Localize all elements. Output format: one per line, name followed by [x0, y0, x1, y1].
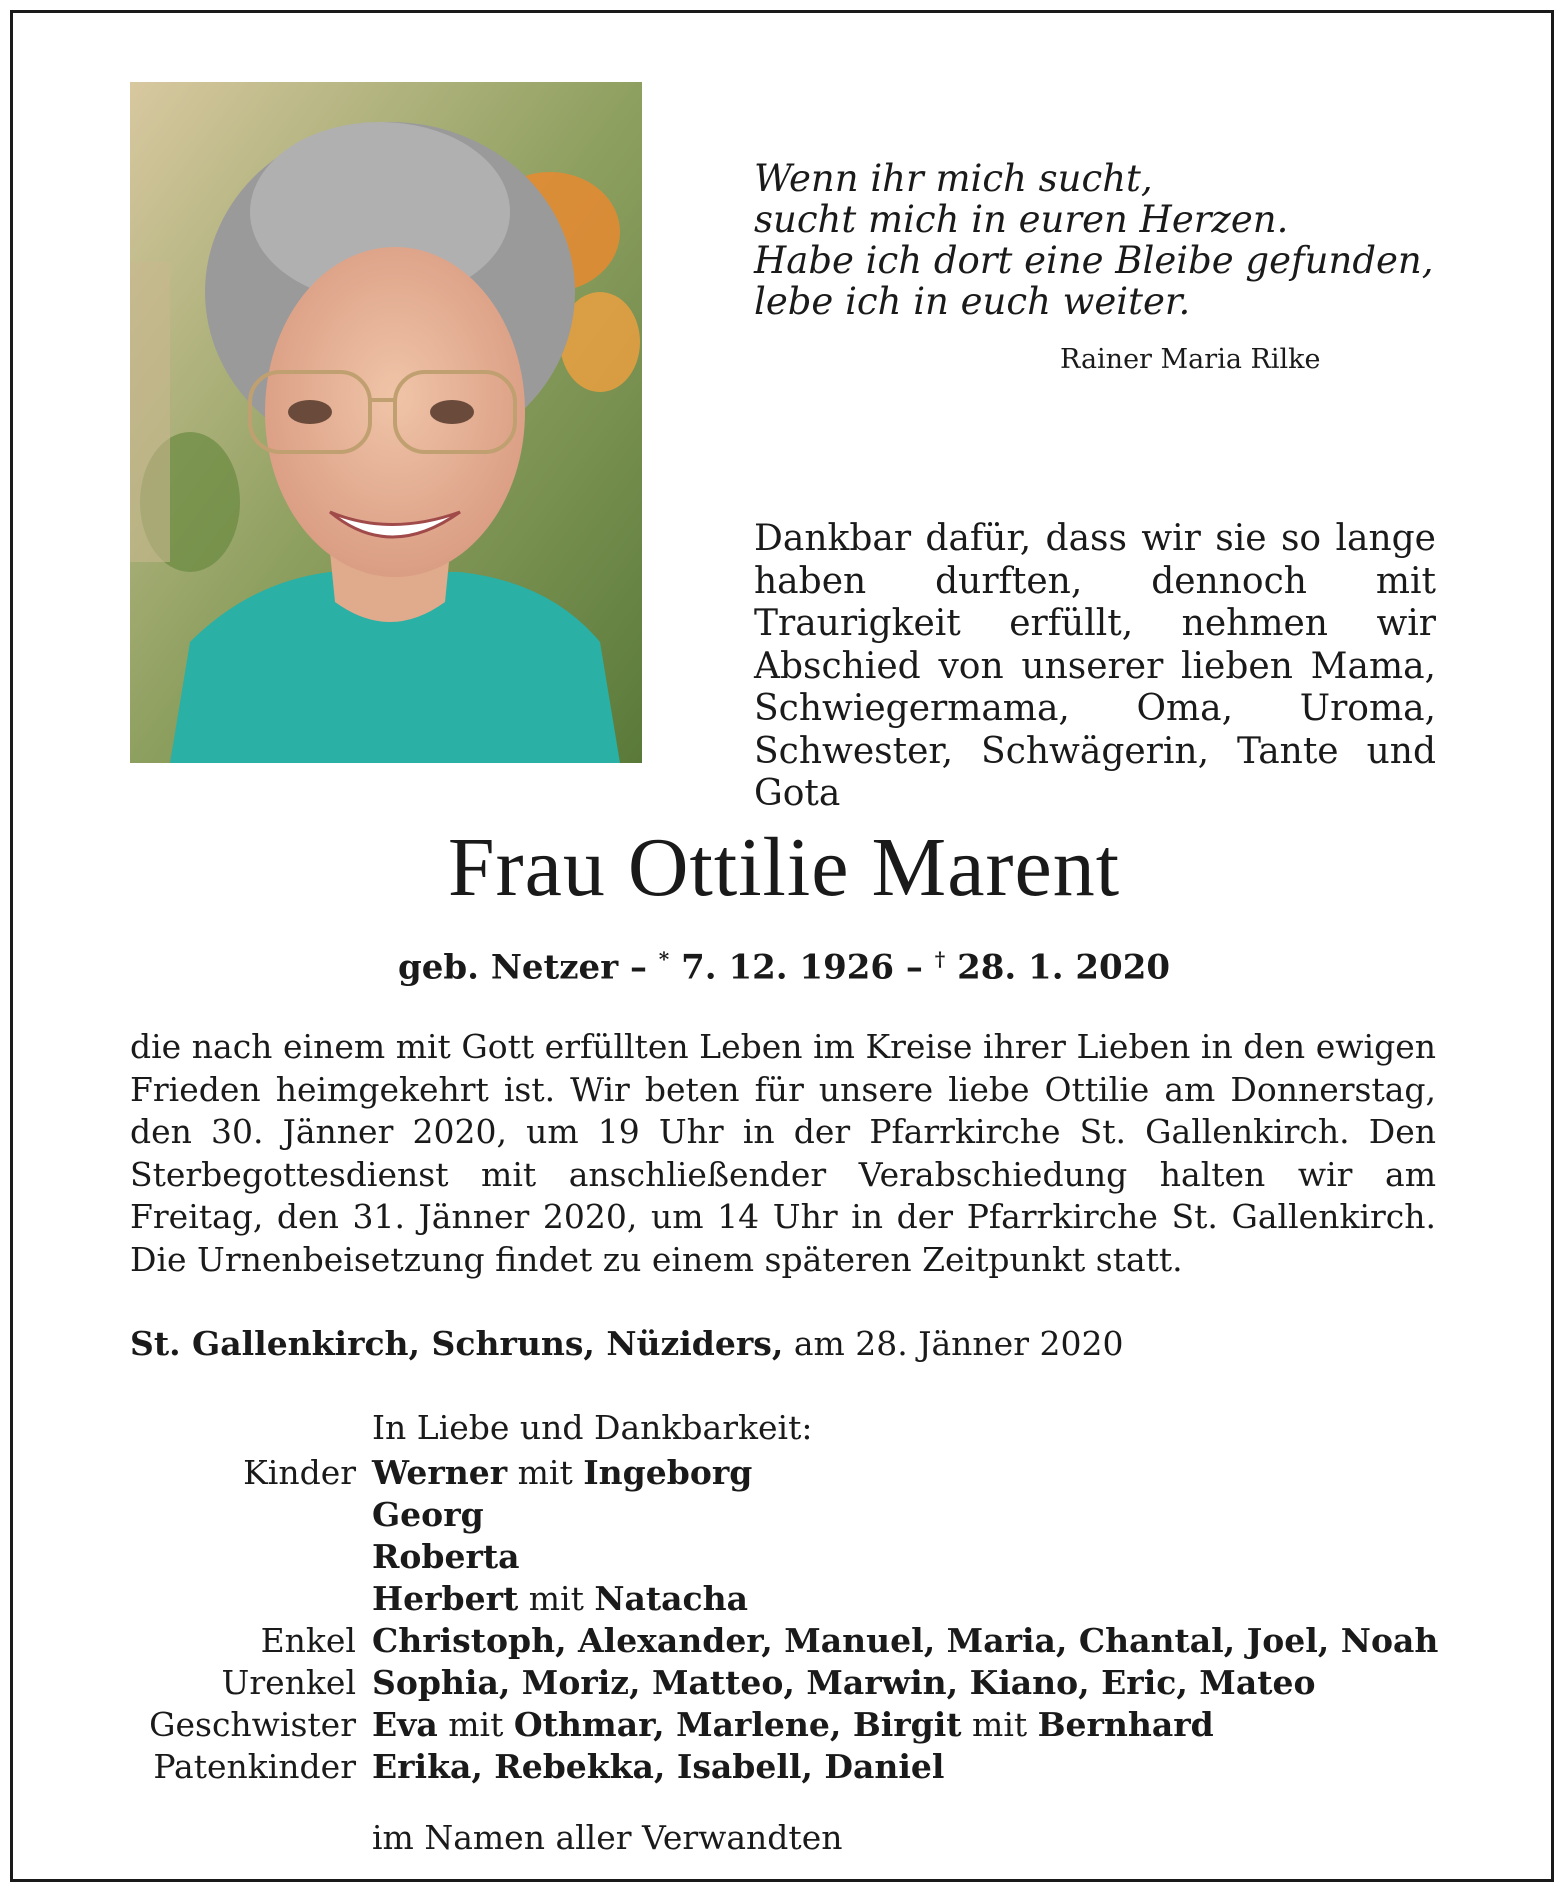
- family-list: [130, 1452, 1450, 1788]
- body-text: die nach einem mit Gott erfüllten Leben im Kreise ihrer Lieben in den ewigen Frieden heimgekehrt ist. Wir beten für unsere liebe Ottilie am Donnerstag, den 30. Jänner 2020, um 19 Uhr in der Pfarrkirche St. Gallenkirch. Den Sterbegottesdienst mit anschließender Verabschiedung halten wir am Freitag, den 31. Jänner 2020, um 14 Uhr in der Pfarrkirche St. Gallenkirch. Die Urnenbeisetzung findet zu einem späteren Zeitpunkt statt.: [130, 1027, 1436, 1279]
- intro-text: Dankbar dafür, dass wir sie so lange haben durften, dennoch mit Traurigkeit erfüllt, nehmen wir Abschied von unserer lieben Mama, Schwiegermama, Oma, Uroma, Schwester, Schwägerin, Tante und Gota: [754, 518, 1436, 814]
- family-name: Othmar, Marlene, Birgit: [513, 1705, 962, 1744]
- list-item: [130, 1662, 1450, 1704]
- list-item: [130, 1620, 1450, 1662]
- deceased-name: Frau Ottilie Marent: [447, 821, 1121, 914]
- relation-label: Kinder: [243, 1453, 356, 1492]
- death-date: 28. 1. 2020: [957, 947, 1171, 988]
- quote-line: Wenn ihr mich sucht,: [754, 157, 1153, 200]
- list-item: [130, 1578, 1450, 1620]
- connector: mit: [528, 1579, 584, 1618]
- relation-label: Enkel: [260, 1621, 356, 1660]
- family-name: Christoph, Alexander, Manuel, Maria, Chantal, Joel, Noah: [372, 1621, 1439, 1660]
- family-name: Sophia, Moriz, Matteo, Marwin, Kiano, Eric, Mateo: [372, 1663, 1316, 1702]
- family-name: Natacha: [594, 1579, 749, 1618]
- birth-date: 7. 12. 1926: [681, 947, 895, 988]
- connector: mit: [448, 1705, 504, 1744]
- connector: mit: [972, 1705, 1028, 1744]
- relation-label: Geschwister: [149, 1705, 356, 1744]
- family-name: Eva: [372, 1705, 438, 1744]
- list-item: [130, 1746, 1450, 1788]
- list-item: [130, 1494, 1450, 1536]
- quote-line: Habe ich dort eine Bleibe gefunden,: [754, 239, 1434, 282]
- family-name: Bernhard: [1037, 1705, 1214, 1744]
- place-date-line: [130, 1324, 1123, 1363]
- quote-line: lebe ich in euch weiter.: [754, 280, 1191, 323]
- poem-quote: [754, 157, 1434, 323]
- towns: St. Gallenkirch, Schruns, Nüziders,: [130, 1324, 784, 1363]
- connector: mit: [517, 1453, 573, 1492]
- family-name: Herbert: [372, 1579, 519, 1618]
- family-name: Erika, Rebekka, Isabell, Daniel: [372, 1747, 945, 1786]
- relation-label: Patenkinder: [153, 1747, 356, 1786]
- place-date: am 28. Jänner 2020: [793, 1324, 1124, 1363]
- death-symbol: †: [934, 947, 946, 971]
- closing-line: im Namen aller Verwandten: [372, 1818, 843, 1857]
- family-name: Ingeborg: [583, 1453, 753, 1492]
- list-item: [130, 1452, 1450, 1494]
- relation-label: Urenkel: [221, 1663, 356, 1702]
- life-dates: geb. Netzer – * 7. 12. 1926 – † 28. 1. 2020: [397, 947, 1171, 988]
- family-name: Werner: [372, 1453, 508, 1492]
- quote-line: sucht mich in euren Herzen.: [754, 198, 1289, 241]
- list-item: [130, 1704, 1450, 1746]
- thanks-heading: In Liebe und Dankbarkeit:: [372, 1408, 813, 1447]
- list-item: [130, 1536, 1450, 1578]
- maiden-name: geb. Netzer: [397, 947, 619, 988]
- family-name: Georg: [372, 1495, 484, 1534]
- portrait-photo: [130, 82, 642, 763]
- family-name: Roberta: [372, 1537, 520, 1576]
- birth-symbol: *: [658, 947, 670, 971]
- quote-author: Rainer Maria Rilke: [1060, 344, 1321, 375]
